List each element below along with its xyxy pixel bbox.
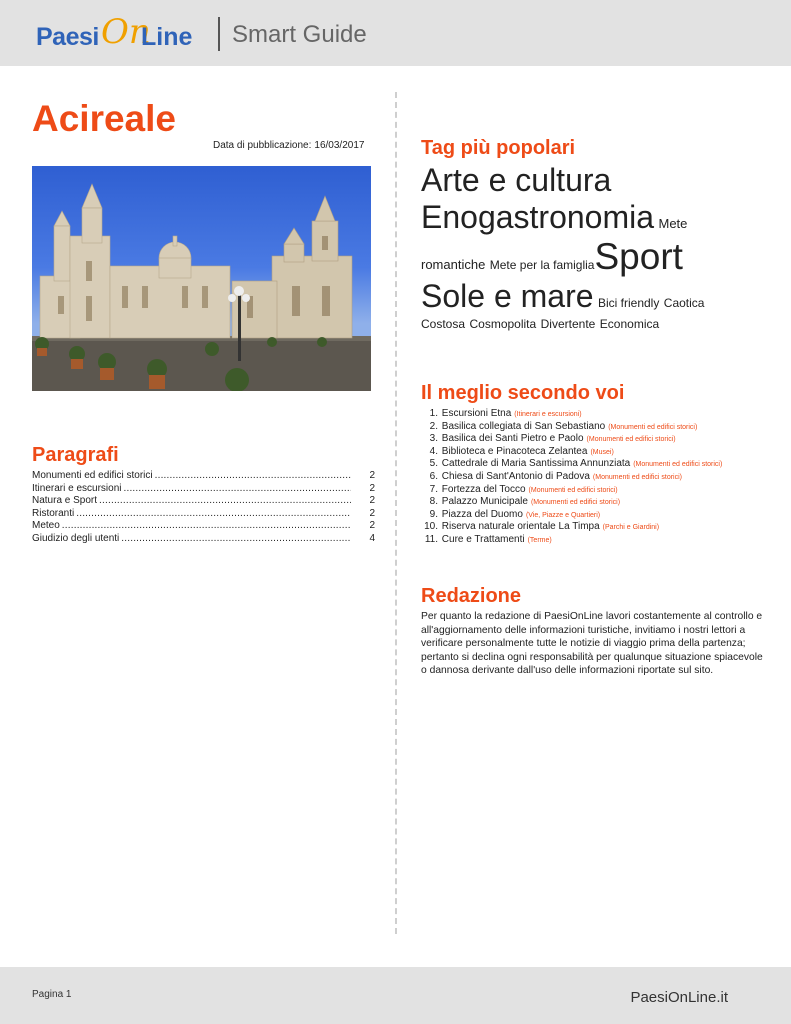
list-item-category: (Monumenti ed edifici storici) — [633, 461, 723, 469]
tag-link[interactable]: Arte e cultura — [421, 162, 612, 198]
logo-paesi-text: Paesi — [36, 23, 99, 51]
redazione-heading: Redazione — [421, 585, 522, 607]
list-item-number: 4. — [429, 445, 438, 457]
list-item-number: 10. — [424, 521, 438, 533]
list-item-name: Piazza del Duomo — [441, 508, 523, 520]
tag-link[interactable]: Divertente — [540, 316, 596, 331]
toc-item[interactable] — [32, 520, 375, 533]
list-item-category: (Monumenti ed edifici storici) — [608, 423, 698, 431]
list-item-category: (Monumenti ed edifici storici) — [586, 436, 676, 444]
page-footer — [0, 967, 791, 1024]
list-item-number: 5. — [429, 458, 438, 470]
tag-link[interactable]: Mete — [658, 215, 688, 231]
site-link[interactable]: PaesiOnLine.it — [630, 989, 728, 1006]
list-item-category: (Monumenti ed edifici storici) — [530, 499, 621, 507]
list-item[interactable] — [421, 408, 722, 421]
list-item[interactable] — [421, 421, 722, 434]
best-of-heading: Il meglio secondo voi — [421, 382, 625, 404]
list-item[interactable] — [421, 471, 722, 484]
list-item-name: Fortezza del Tocco — [441, 483, 526, 495]
toc-item-page: 2 — [369, 507, 375, 519]
toc-item-page: 2 — [369, 482, 375, 494]
publication-date-label: Data di pubblicazione: — [213, 140, 312, 151]
tag-link[interactable]: Cosmopolita — [469, 316, 537, 331]
list-item[interactable] — [421, 509, 722, 522]
list-item-name: Riserva naturale orientale La Timpa — [441, 521, 600, 533]
city-title: Acireale — [32, 98, 176, 139]
list-item-name: Basilica dei Santi Pietro e Paolo — [441, 433, 584, 445]
tag-link[interactable]: Mete per la famiglia — [489, 257, 595, 272]
tag-link[interactable]: Caotica — [663, 296, 705, 311]
list-item-name: Escursioni Etna — [441, 408, 512, 419]
logo-on-text: On — [101, 12, 151, 52]
list-item-number: 6. — [429, 470, 438, 482]
toc-dot-leader — [155, 470, 351, 483]
tag-link[interactable]: Sport — [594, 235, 683, 277]
toc-dot-leader — [76, 508, 351, 521]
publication-date — [213, 140, 364, 151]
tag-link[interactable]: Sole e mare — [421, 278, 594, 315]
tags-heading: Tag più popolari — [421, 137, 576, 159]
list-item-number: 3. — [429, 433, 438, 445]
list-item[interactable] — [421, 521, 722, 534]
toc-item-page: 2 — [369, 495, 375, 507]
column-divider — [395, 92, 397, 934]
list-item-number: 7. — [429, 483, 438, 495]
list-item-name: Cure e Trattamenti — [441, 533, 525, 545]
toc-item-page: 4 — [369, 532, 375, 544]
toc-item-label: Natura e Sport — [32, 495, 98, 507]
list-item-name: Biblioteca e Pinacoteca Zelantea — [441, 445, 588, 457]
list-item-category: (Itinerari e escursioni) — [514, 411, 582, 418]
best-of-list — [421, 408, 722, 547]
list-item[interactable] — [421, 458, 722, 471]
cathedral-illustration — [32, 166, 371, 391]
publication-date-value: 16/03/2017 — [314, 140, 365, 151]
list-item[interactable] — [421, 534, 722, 547]
tag-link[interactable]: Enogastronomia — [421, 198, 655, 235]
page-header — [0, 0, 791, 66]
toc-dot-leader — [99, 495, 351, 508]
logo-line-text: Line — [141, 23, 193, 51]
list-item-category: (Vie, Piazze e Quartieri) — [525, 511, 601, 519]
tag-link[interactable]: romantiche — [421, 256, 486, 272]
toc-item[interactable] — [32, 508, 375, 521]
tag-cloud — [421, 162, 761, 333]
toc-item-label: Giudizio degli utenti — [32, 532, 120, 544]
list-item[interactable] — [421, 446, 722, 459]
list-item-category: (Monumenti ed edifici storici) — [528, 486, 618, 494]
tag-link[interactable]: Bici friendly — [597, 296, 660, 311]
toc-item-page: 2 — [369, 520, 375, 532]
list-item-number: 2. — [429, 420, 438, 432]
list-item-name: Cattedrale di Maria Santissima Annunziata — [441, 458, 631, 470]
toc-dot-leader — [123, 483, 351, 496]
list-item-category: (Terme) — [527, 536, 552, 544]
list-item[interactable] — [421, 496, 722, 509]
table-of-contents — [32, 470, 375, 546]
toc-dot-leader — [121, 533, 351, 546]
redazione-disclaimer: Per quanto la redazione di PaesiOnLine lavori costantemente al controllo e all'aggiornamento delle informazioni turistiche, invitiamo i nostri lettori a verificare personalmente tutte le notizie di viaggio prima della partenza; pertanto si declina ogni responsabilità per qualunque situazione spiacevole o dannosa derivante dall'uso delle informazioni riportate sul sito. — [421, 611, 763, 677]
toc-item[interactable] — [32, 533, 375, 546]
toc-dot-leader — [62, 520, 351, 533]
tag-link[interactable]: Costosa — [421, 316, 466, 331]
list-item-category: (Monumenti ed edifici storici) — [592, 473, 682, 481]
toc-item-label: Ristoranti — [32, 507, 75, 519]
toc-item-page: 2 — [369, 470, 375, 481]
list-item-name: Palazzo Municipale — [441, 496, 528, 508]
list-item-number: 8. — [429, 496, 438, 508]
toc-item[interactable] — [32, 483, 375, 496]
list-item-name: Chiesa di Sant'Antonio di Padova — [441, 470, 590, 482]
logo-online-mark — [101, 14, 201, 54]
toc-item[interactable] — [32, 470, 375, 483]
toc-item-label: Meteo — [32, 520, 60, 532]
list-item[interactable] — [421, 484, 722, 497]
list-item-number: 1. — [429, 408, 438, 419]
cathedral-photo — [32, 166, 371, 391]
toc-item-label: Itinerari e escursioni — [32, 482, 122, 494]
list-item[interactable] — [421, 433, 722, 446]
tag-link[interactable]: Economica — [599, 316, 660, 331]
list-item-name: Basilica collegiata di San Sebastiano — [441, 420, 606, 432]
list-item-category: (Parchi e Giardini) — [602, 524, 660, 532]
list-item-number: 9. — [429, 508, 438, 520]
toc-item-label: Monumenti ed edifici storici — [32, 470, 153, 481]
list-item-category: (Musei) — [590, 448, 614, 456]
toc-item[interactable] — [32, 495, 375, 508]
page-number: Pagina 1 — [32, 989, 72, 1000]
list-item-number: 11. — [424, 533, 438, 545]
header-divider — [218, 17, 220, 51]
header-title: Smart Guide — [232, 21, 367, 48]
paragrafi-heading: Paragrafi — [32, 444, 119, 466]
